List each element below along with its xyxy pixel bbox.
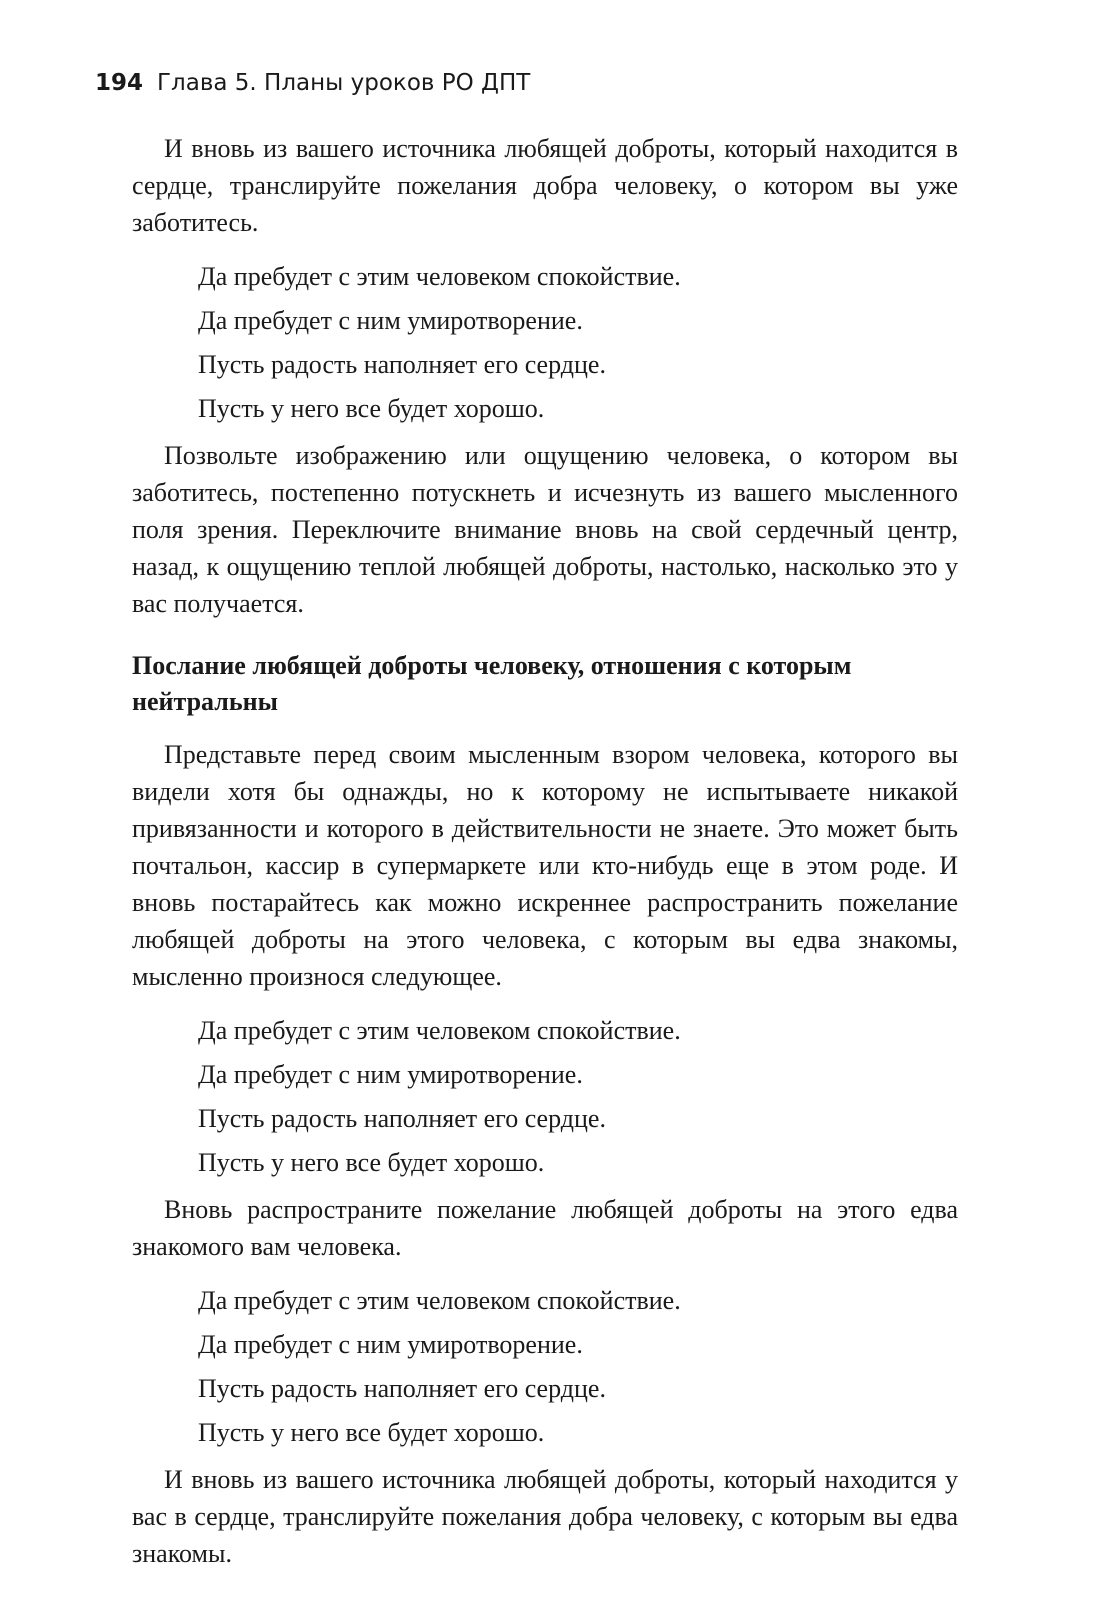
wish-line: Пусть радость наполняет его сердце. (198, 1104, 606, 1133)
wish-line: Пусть у него все будет хорошо. (198, 394, 545, 423)
paragraph-2: Позвольте изображению или ощущению человека, о котором вы заботитесь, постепенно потускнеть и исчезнуть из вашего мысленного поля зрения. Переключите внимание вновь на свой сердечный центр, назад, к ощущению теплой любящей доброты, настолько, насколько это у вас получается. (132, 441, 958, 618)
wish-line: Пусть у него все будет хорошо. (198, 1418, 545, 1447)
wish-list-2 (132, 1009, 958, 1185)
paragraph-4: Вновь распространите пожелание любящей доброты на этого едва знакомого вам человека. (132, 1195, 958, 1261)
paragraph-1: И вновь из вашего источника любящей доброты, который находится в сердце, транслируйте пожелания добра человеку, о котором вы уже заботитесь. (132, 134, 958, 237)
page-body (132, 130, 958, 1572)
wish-line: Да пребудет с этим человеком спокойствие. (198, 1016, 681, 1045)
wish-line: Пусть радость наполняет его сердце. (198, 350, 606, 379)
wish-line: Да пребудет с ним умиротворение. (198, 1330, 583, 1359)
wish-line: Да пребудет с ним умиротворение. (198, 1060, 583, 1089)
wish-list-1 (132, 255, 958, 431)
wish-line: Пусть у него все будет хорошо. (198, 1148, 545, 1177)
paragraph-5: И вновь из вашего источника любящей доброты, который находится у вас в сердце, транслируйте пожелания добра человеку, с которым вы едва знакомы. (132, 1465, 958, 1568)
chapter-title: Глава 5. Планы уроков РО ДПТ (157, 70, 531, 96)
wish-list-3 (132, 1279, 958, 1455)
wish-line: Пусть радость наполняет его сердце. (198, 1374, 606, 1403)
wish-line: Да пребудет с этим человеком спокойствие. (198, 262, 681, 291)
wish-line: Да пребудет с этим человеком спокойствие. (198, 1286, 681, 1315)
running-header (95, 68, 530, 98)
paragraph-3: Представьте перед своим мысленным взором человека, которого вы видели хотя бы однажды, но к которому не испытываете никакой привязанности и которого в действительности не знаете. Это может быть почтальон, кассир в супермаркете или кто-нибудь еще в этом роде. И вновь постарайтесь как можно искреннее распространить пожелание любящей доброты на этого человека, с которым вы едва знакомы, мысленно произнося следующее. (132, 740, 958, 991)
wish-line: Да пребудет с ним умиротворение. (198, 306, 583, 335)
page-number: 194 (95, 70, 144, 96)
section-heading: Послание любящей доброты человеку, отношения с которым нейтральны (132, 651, 852, 716)
